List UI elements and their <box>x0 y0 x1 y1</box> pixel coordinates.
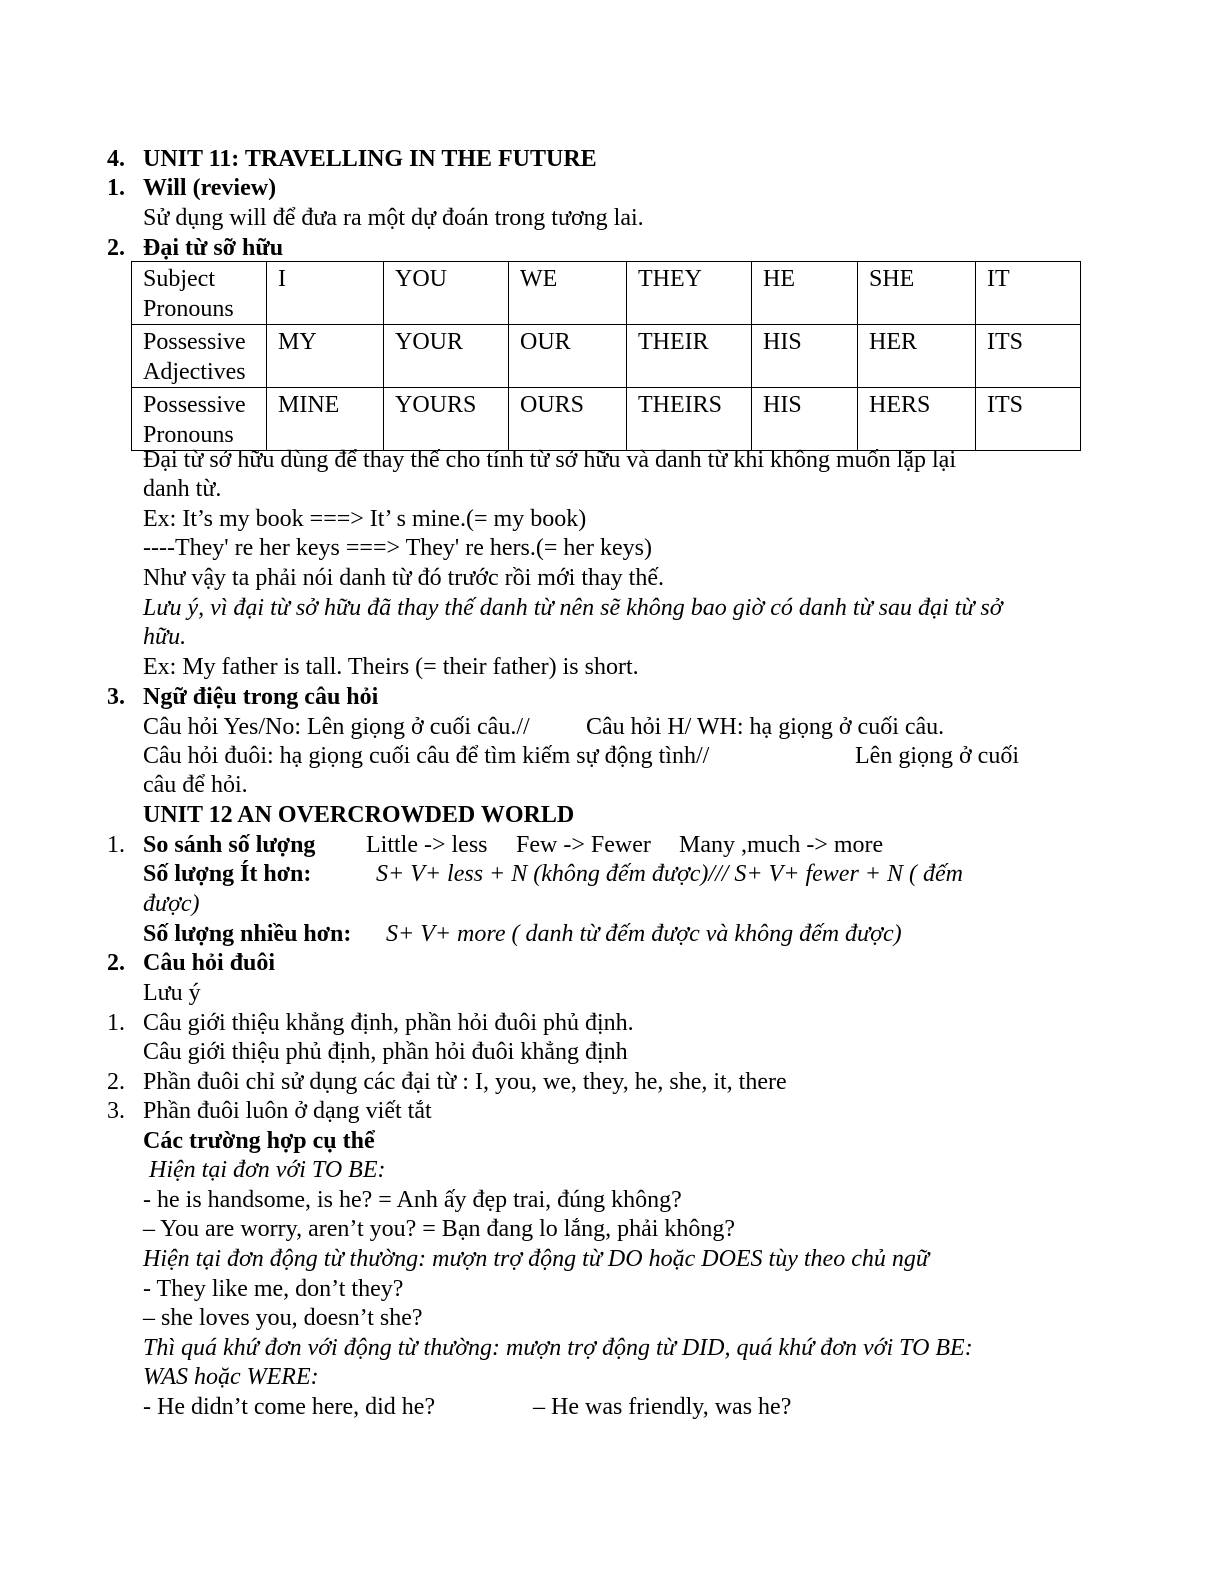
table-cell: IT <box>976 262 1081 325</box>
table-cell: THEIRS <box>627 388 752 451</box>
list-number: 3. <box>107 1098 125 1124</box>
table-cell: YOUR <box>384 325 509 388</box>
table-cell: I <box>267 262 384 325</box>
case3-title: Thì quá khứ đơn với động từ thường: mượn trợ động từ DID, quá khứ đơn với TO BE: <box>143 1335 973 1361</box>
case1-title: Hiện tại đơn với TO BE: <box>149 1157 386 1183</box>
list-number: 1. <box>107 1010 125 1036</box>
intonation-yesno: Câu hỏi Yes/No: Lên giọng ở cuối câu.// <box>143 714 530 740</box>
table-cell: Subject Pronouns <box>132 262 267 325</box>
table-cell: OUR <box>509 325 627 388</box>
intonation-wh: Câu hỏi H/ WH: hạ giọng ở cuối câu. <box>586 714 945 740</box>
note: Như vậy ta phải nói danh từ đó trước rồi mới thay thế. <box>143 565 664 591</box>
more-formula: S+ V+ more ( danh từ đếm được và không đếm được) <box>386 921 902 947</box>
unit12-title: UNIT 12 AN OVERCROWDED WORLD <box>143 802 575 828</box>
section-title: Đại từ sỡ hữu <box>143 235 284 261</box>
case1-example: - he is handsome, is he? = Anh ấy đẹp trai, đúng không? <box>143 1187 682 1213</box>
rule-text: Phần đuôi luôn ở dạng viết tắt <box>143 1098 432 1124</box>
table-cell: MINE <box>267 388 384 451</box>
table-cell: YOU <box>384 262 509 325</box>
unit11-title: UNIT 11: TRAVELLING IN THE FUTURE <box>143 146 597 172</box>
table-cell: HIS <box>752 325 858 388</box>
table-cell: OURS <box>509 388 627 451</box>
section-title: So sánh số lượng <box>143 832 316 858</box>
case2-example: - They like me, don’t they? <box>143 1276 404 1302</box>
table-row <box>132 262 1081 325</box>
case1-example: – You are worry, aren’t you? = Bạn đang lo lắng, phải không? <box>143 1216 736 1242</box>
section-number: 3. <box>107 684 125 710</box>
list-number: 2. <box>107 1069 125 1095</box>
pronoun-table <box>131 261 1081 451</box>
section-title: Câu hỏi đuôi <box>143 950 276 976</box>
section-title: Ngữ điệu trong câu hỏi <box>143 684 379 710</box>
table-cell: HERS <box>858 388 976 451</box>
unit11-number: 4. <box>107 146 125 172</box>
table-row <box>132 388 1081 451</box>
table-cell: SHE <box>858 262 976 325</box>
case3-title-cont: WAS hoặc WERE: <box>143 1364 319 1390</box>
rule-text: Phần đuôi chỉ sử dụng các đại từ : I, you, we, they, he, she, it, there <box>143 1069 787 1095</box>
table-row <box>132 325 1081 388</box>
example: Ex: My father is tall. Theirs (= their father) is short. <box>143 654 639 680</box>
comparison-many: Many ,much -> more <box>679 832 884 858</box>
possessive-description: Đại từ sở hữu dùng để thay thế cho tính từ sở hữu và danh từ khi không muốn lặp lại <box>143 447 956 473</box>
table-cell: MY <box>267 325 384 388</box>
table-cell: HE <box>752 262 858 325</box>
rule-text: Câu giới thiệu khẳng định, phần hỏi đuôi phủ định. <box>143 1010 634 1036</box>
italic-note-cont: hữu. <box>143 624 187 650</box>
note-label: Lưu ý <box>143 980 201 1006</box>
more-label: Số lượng nhiều hơn: <box>143 921 352 947</box>
comparison-few: Few -> Fewer <box>516 832 651 858</box>
example: Ex: It’s my book ===> It’ s mine.(= my book) <box>143 506 587 532</box>
case2-example: – she loves you, doesn’t she? <box>143 1305 423 1331</box>
table-cell: ITS <box>976 388 1081 451</box>
table-cell: THEIR <box>627 325 752 388</box>
section-number: 1. <box>107 175 125 201</box>
section-number: 2. <box>107 235 125 261</box>
section-number: 1. <box>107 832 125 858</box>
example: ----They' re her keys ===> They' re hers.(= her keys) <box>143 535 653 561</box>
less-formula-cont: được) <box>143 891 200 917</box>
comparison-little: Little -> less <box>366 832 488 858</box>
table-cell: Possessive Adjectives <box>132 325 267 388</box>
table-cell: HER <box>858 325 976 388</box>
possessive-description-cont: danh từ. <box>143 476 222 502</box>
table-cell: Possessive Pronouns <box>132 388 267 451</box>
intonation-tag-cont: câu để hỏi. <box>143 772 248 798</box>
case3-example: – He was friendly, was he? <box>533 1394 792 1420</box>
intonation-tag-rise: Lên giọng ở cuối <box>855 743 1019 769</box>
intonation-tag: Câu hỏi đuôi: hạ giọng cuối câu để tìm kiếm sự động tình// <box>143 743 710 769</box>
cases-title: Các trường hợp cụ thể <box>143 1128 375 1154</box>
table-cell: HIS <box>752 388 858 451</box>
table-cell: ITS <box>976 325 1081 388</box>
table-cell: YOURS <box>384 388 509 451</box>
table-cell: WE <box>509 262 627 325</box>
rule-text: Câu giới thiệu phủ định, phần hỏi đuôi khẳng định <box>143 1039 628 1065</box>
italic-note: Lưu ý, vì đại từ sở hữu đã thay thế danh từ nên sẽ không bao giờ có danh từ sau đại từ sở <box>143 595 1003 621</box>
table-cell: THEY <box>627 262 752 325</box>
will-text: Sử dụng will để đưa ra một dự đoán trong tương lai. <box>143 205 644 231</box>
case3-example: - He didn’t come here, did he? <box>143 1394 436 1420</box>
section-number: 2. <box>107 950 125 976</box>
section-title: Will (review) <box>143 175 277 201</box>
less-formula: S+ V+ less + N (không đếm được)/// S+ V+ fewer + N ( đếm <box>376 861 963 887</box>
case2-title: Hiện tại đơn động từ thường: mượn trợ động từ DO hoặc DOES tùy theo chủ ngữ <box>143 1246 929 1272</box>
less-label: Số lượng Ít hơn: <box>143 861 312 887</box>
